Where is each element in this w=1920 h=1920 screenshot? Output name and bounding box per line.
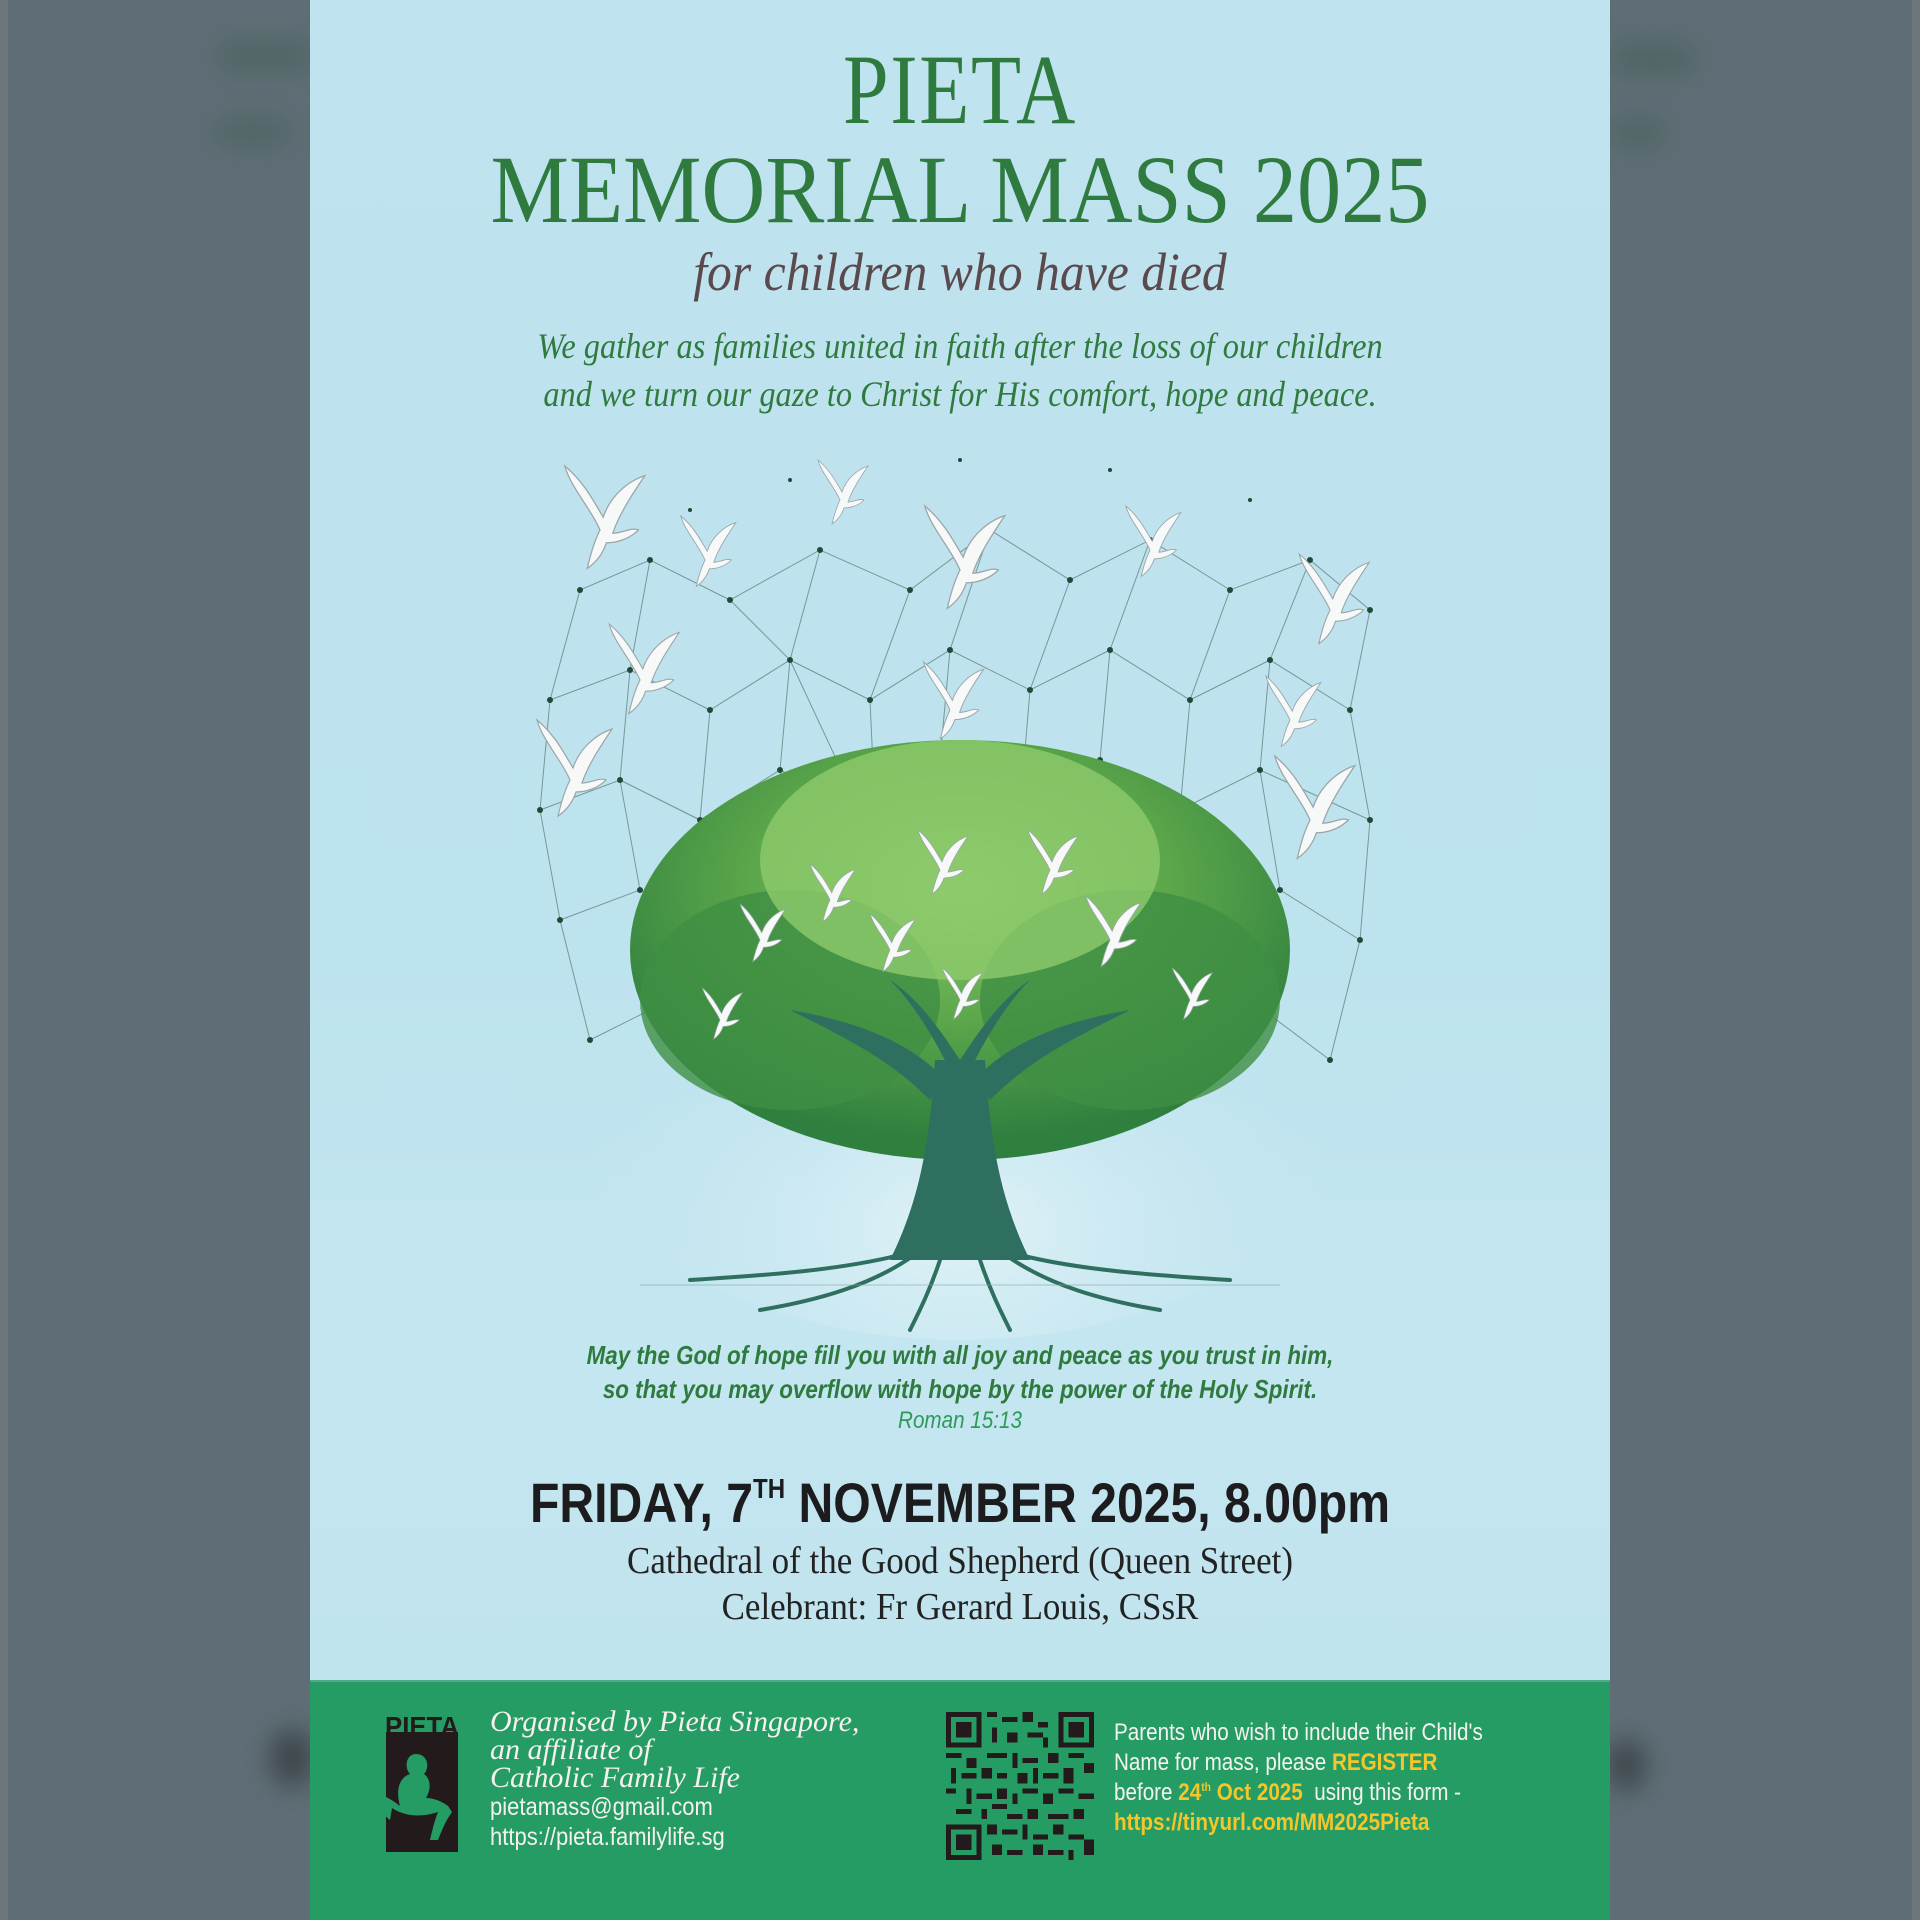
- registration-deadline: 24th Oct 2025: [1178, 1779, 1303, 1806]
- organiser-line: an affiliate of: [490, 1733, 652, 1766]
- event-date: [401, 1470, 1519, 1536]
- organiser-info: [490, 1705, 860, 1852]
- intro-line: and we turn our gaze to Christ for His comfort, hope and peace.: [543, 374, 1377, 414]
- tree-with-doves-illustration: [490, 440, 1430, 1340]
- event-poster: [310, 0, 1610, 1920]
- organiser-line: Catholic Family Life: [490, 1761, 740, 1794]
- backdrop-blur-shape: [272, 1730, 312, 1786]
- date-ordinal: TH: [753, 1473, 786, 1504]
- backdrop-blur-text: [212, 118, 292, 146]
- poster-footer: [310, 1680, 1610, 1920]
- qr-code-icon[interactable]: [946, 1712, 1094, 1860]
- date-rest: NOVEMBER 2025, 8.00pm: [785, 1471, 1391, 1534]
- date-day: FRIDAY, 7: [529, 1471, 754, 1534]
- registration-line: Parents who wish to include their Child's: [1114, 1719, 1483, 1746]
- registration-line: before 24th Oct 2025 using this form -: [1114, 1779, 1462, 1806]
- backdrop-blur-text: [1608, 118, 1668, 148]
- backdrop-blur-shape: [1608, 1740, 1644, 1790]
- backdrop-blur-text: [1608, 42, 1698, 76]
- pieta-logo-icon: [376, 1712, 462, 1858]
- verse-line: so that you may overflow with hope by the power of the Holy Spirit.: [602, 1374, 1318, 1404]
- backdrop-edge-right: [1912, 0, 1920, 1920]
- svg-text:PIETA: PIETA: [385, 1712, 459, 1742]
- event-celebrant: Celebrant: Fr Gerard Louis, CSsR: [721, 1586, 1199, 1628]
- poster-header: [310, 34, 1610, 418]
- organiser-line: Organised by Pieta Singapore,: [490, 1705, 860, 1738]
- registration-info: [1114, 1718, 1483, 1838]
- poster-title-main: MEMORIAL MASS 2025: [490, 136, 1430, 243]
- event-details: [362, 1538, 1558, 1630]
- registration-line: Name for mass, please REGISTER: [1114, 1749, 1438, 1776]
- registration-form-link[interactable]: https://tinyurl.com/MM2025Pieta: [1114, 1809, 1430, 1836]
- contact-email[interactable]: pietamass@gmail.com: [490, 1793, 713, 1821]
- poster-subtitle: for children who have died: [693, 242, 1227, 302]
- verse-reference: Roman 15:13: [898, 1407, 1022, 1434]
- intro-line: We gather as families united in faith after the loss of our children: [537, 326, 1383, 366]
- poster-intro: [375, 322, 1545, 418]
- backdrop-edge-left: [0, 0, 8, 1920]
- scripture-verse: [310, 1338, 1610, 1436]
- website-link[interactable]: https://pieta.familylife.sg: [490, 1823, 725, 1851]
- verse-line: May the God of hope fill you with all joy and peace as you trust in him,: [586, 1340, 1334, 1370]
- backdrop-blur-text: [215, 40, 315, 72]
- event-venue: Cathedral of the Good Shepherd (Queen Street): [627, 1540, 1293, 1582]
- register-highlight: REGISTER: [1331, 1749, 1438, 1776]
- poster-title-pieta: PIETA: [843, 34, 1077, 145]
